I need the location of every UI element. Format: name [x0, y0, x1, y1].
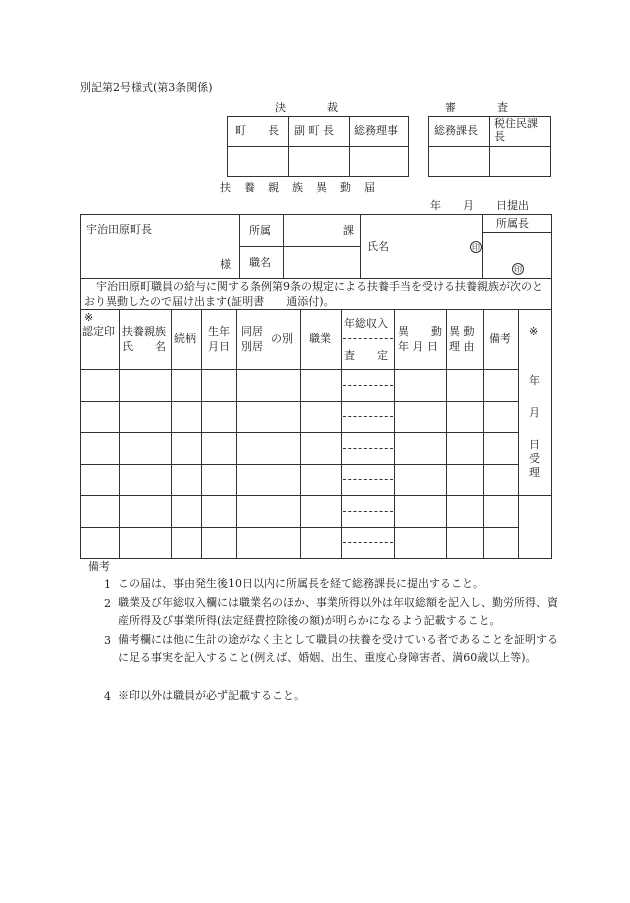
nenshu-label: 年総収入 [344, 317, 388, 330]
addressee-sama: 様 [220, 258, 231, 271]
riyu-label-2: 理 由 [449, 340, 475, 353]
uketsuke-mark: ※ [529, 325, 539, 338]
notes-title: 備考 [88, 560, 110, 573]
note-3-text: 備考欄には他に生計の途がなく主として職員の扶養を受けている者であることを証明するに足る事実を記入すること(例えば、婚姻、出生、重度心身障害者、満60歳以上等)。 [118, 633, 558, 664]
fuyo-name-label-1: 扶養親族 [122, 325, 166, 338]
uketsuke-char-tsuki: 月 [529, 406, 540, 419]
seinen-label-2: 月日 [208, 340, 230, 353]
shozoku-label: 所属 [249, 224, 271, 237]
shinsa-heading: 審 査 [445, 101, 510, 114]
shinsa-col-zeijumin: 税住民課長 [494, 117, 538, 143]
shokugyo-label: 職業 [309, 332, 331, 345]
satei-label: 査 定 [344, 349, 388, 362]
form-label: 別記第2号様式(第3条関係) [80, 81, 213, 94]
shozokucho-label: 所属長 [496, 217, 529, 230]
biko-label: 備考 [489, 332, 511, 345]
applicant-seal: 印 [472, 243, 480, 252]
note-4-text: ※印以外は職員が必ず記載すること。 [118, 689, 305, 702]
shinsa-col-somu: 総務課長 [434, 124, 478, 137]
uketsuke-char-uke: 受 [529, 452, 540, 465]
note-2-text: 職業及び年総収入欄には職業名のほか、事業所得以外は年収総額を記入し、勤労所得、資産所得及び事業所得(法定経費控除後の額)が明らかになるよう記載すること。 [118, 596, 558, 627]
note-1-num: 1 [104, 578, 111, 591]
note-3-num: 3 [104, 634, 111, 647]
date-line: 年 月 日提出 [430, 199, 529, 212]
uketsuke-char-hi: 日 [529, 438, 540, 451]
uketsuke-char-ri: 理 [529, 466, 540, 479]
shimei-label: 氏名 [367, 240, 389, 253]
kessai-col-mayor: 町 長 [235, 124, 279, 137]
kessai-col-director: 総務理事 [354, 124, 398, 137]
note-2-num: 2 [104, 597, 111, 610]
doukyo-label-1: 同居 [241, 325, 263, 338]
nintei-label: 認定印 [82, 325, 115, 338]
idou-label-1: 異 動 [398, 325, 442, 338]
doukyo-label-2: 別居 [241, 340, 263, 353]
ka-label: 課 [343, 224, 354, 237]
shokumei-label: 職名 [249, 256, 271, 269]
seinen-label-1: 生年 [208, 325, 230, 338]
kessai-col-deputy: 副 町 長 [294, 124, 334, 137]
fuyo-name-label-2: 氏 名 [122, 340, 166, 353]
form-title: 扶 養 親 族 異 動 届 [220, 181, 376, 194]
note-4-num: 4 [104, 690, 111, 703]
kessai-heading: 決 裁 [275, 101, 340, 114]
statement-text: 宇治田原町職員の給与に関する条例第9条の規定による扶養手当を受ける扶養親族が次のとおり異動したので届け出ます(証明書 通添付)。 [84, 280, 543, 308]
note-1-text: この届は、事由発生後10日以内に所属長を経て総務課長に提出すること。 [118, 577, 484, 590]
uketsuke-char-nen: 年 [529, 374, 540, 387]
nintei-mark: ※ [84, 311, 94, 324]
doukyo-label-3: の別 [271, 332, 293, 345]
shozokucho-seal: 印 [514, 265, 522, 274]
addressee: 宇治田原町長 [86, 223, 152, 236]
idou-label-2: 年 月 日 [398, 340, 438, 353]
zokugara-label: 続柄 [174, 332, 196, 345]
riyu-label-1: 異 動 [449, 325, 475, 338]
